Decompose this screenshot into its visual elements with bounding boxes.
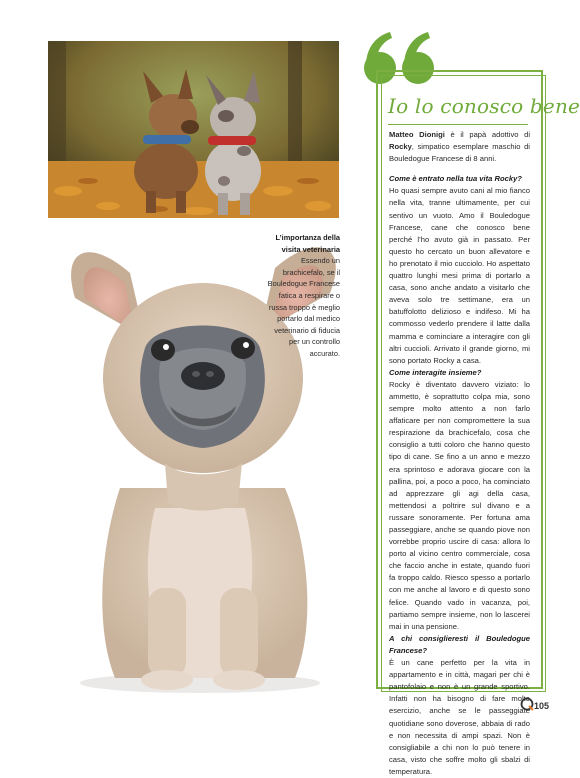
question-3: A chi consiglieresti il Bouledogue Francese? <box>389 633 530 655</box>
answer-1: Ho quasi sempre avuto cani al mio fianco nella vita, tranne ultimamente, per cui sentivo un vuoto. Amo il Bouledogue Francese, cane che conosco bene perché l’ho avuto già in passato. Per questo ho cercato un buon allevatore e ho prenotato il mio cucciolo. Ho aspettato quattro lunghi mesi prima di portarlo a casa, sono anche andato a visitarlo che aveva solo tre settimane, era un batuffolotto delizioso e indifeso. Mi ha commosso vederlo prendere il latte dalla mamma e cominciare a interagire con gli altri cuccioli. Arrivato il grande giorno, mi sono portato Rocky a casa. <box>389 186 530 365</box>
dog-name: Rocky <box>389 142 412 152</box>
intro-text-before: è il papà adottivo di <box>444 130 531 139</box>
question-2: Come interagite insieme? <box>389 367 482 377</box>
sidebar-vet-note <box>262 232 340 360</box>
owner-name: Matteo Dionigi <box>389 130 445 139</box>
article-title: Io lo conosco bene <box>388 94 580 118</box>
brand-q-icon <box>520 697 534 711</box>
article-body <box>389 129 530 778</box>
question-1: Come è entrato nella tua vita Rocky? <box>389 174 522 184</box>
autumn-dogs-illustration <box>48 41 339 218</box>
answer-3: È un cane perfetto per la vita in appartamento e in città, magari per chi è pantofolaio e non è un grande sportivo. Infatti non ha bisogno di fare molto esercizio, anche se le passeggiate quotidiane sono doverose, abbaia di rado e non necessita di ampi spazi. Non è consigliabile a chi non lo può tenere in casa, visto che soffre molto gli sbalzi di temperatura. <box>389 658 530 776</box>
photo-two-dogs-autumn <box>48 41 339 218</box>
page-number: 105 <box>534 701 550 711</box>
sidebar-heading: L’importanza della visita veterinaria <box>275 233 340 254</box>
intro-text-after: , simpatico esemplare maschio di Bouledogue Francese di 8 anni. <box>389 142 530 164</box>
article-intro <box>389 129 530 165</box>
title-divider <box>388 124 528 125</box>
sidebar-body: Essendo un brachicefalo, se il Bouledogue Francese fatica a respirare o russa troppo è meglio portarlo dal medico veterinario di fiducia per un controllo accurato. <box>267 256 340 358</box>
answer-2: Rocky è diventato davvero viziato: lo ammetto, è soprattutto colpa mia, sono sempre molto attento a non farlo affaticare per non compromettere la sua respirazione da brachicefalo, cosa che consiglio a tutti coloro che hanno questo tipo di cane. Se fino a un anno e mezzo era sprintoso e adorava giocare con la pallina, poi, a poco a poco, ha cominciato ad apprezzare gli agi della casa, mettendosi a poltrire sul divano e a russare sonoramente. Per fortuna ama passeggiare, anche se quando piove non vorrebbe proprio uscire di casa: allora lo porto al vicino centro commerciale, cosa che faccio anche in estate, quando fuori fa troppo caldo. Riesco spesso a portarlo con me anche al lavoro e di questo sono felice. Quando vado in vacanza, poi, partiamo sempre insieme, non lo lascerei mai in una pensione. <box>389 379 530 631</box>
